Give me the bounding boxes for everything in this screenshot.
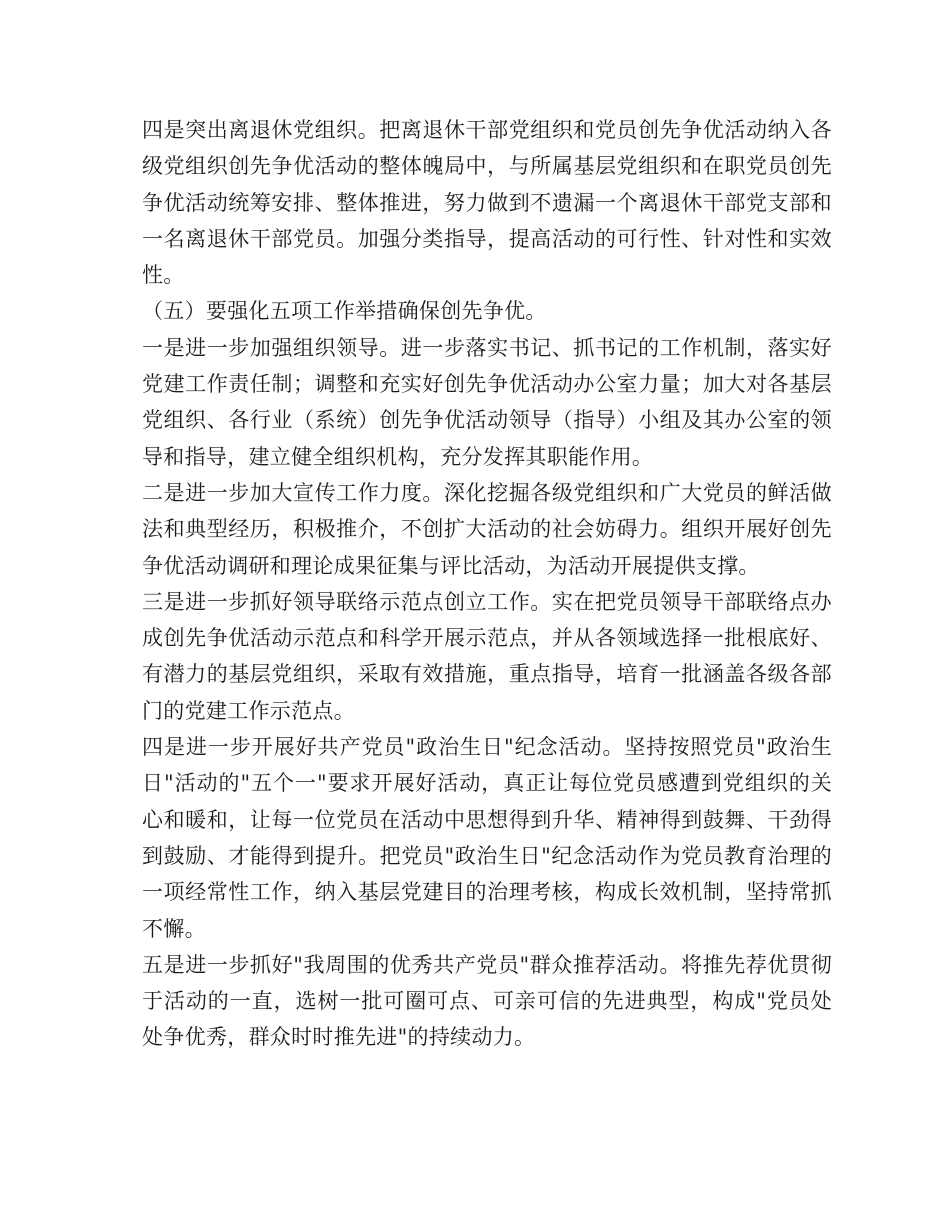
- paragraph-retired-party-organizations: 四是突出离退休党组织。把离退休干部党组织和党员创先争优活动纳入各级党组织创先争优活动的整体魄局中，与所属基层党组织和在职党员创先争优活动统筹安排、整体推进，努力做到不遗漏一个离退休干部党支部和一名离退休干部党员。加强分类指导，提高活动的可行性、针对性和实效性。: [142, 118, 832, 288]
- paragraph-demonstration-points: 三是进一步抓好领导联络示范点创立工作。实在把党员领导干部联络点办成创先争优活动示范点和科学开展示范点，并从各领域选择一批根底好、有潜力的基层党组织，采取有效措施，重点指导，培育一批涵盖各级各部门的党建工作示范点。: [142, 589, 832, 723]
- paragraph-publicity-work: 二是进一步加大宣传工作力度。深化挖掘各级党组织和广大党员的鲜活做法和典型经历，积极推介，不创扩大活动的社会妨碍力。组织开展好创先争优活动调研和理论成果征集与评比活动，为活动开展提供支撑。: [142, 480, 832, 578]
- paragraph-political-birthday: 四是进一步开展好共产党员"政治生日"纪念活动。坚持按照党员"政治生日"活动的"五个一"要求开展好活动，真正让每位党员感遭到党组织的关心和暖和，让每一位党员在活动中思想得到升华、精神得到鼓舞、干劲得到鼓励、才能得到提升。把党员"政治生日"纪念活动作为党员教育治理的一项经常性工作，纳入基层党建目的治理考核，构成长效机制，坚持常抓不懈。: [142, 735, 832, 941]
- paragraph-outstanding-members: 五是进一步抓好"我周围的优秀共产党员"群众推荐活动。将推先荐优贯彻于活动的一直，选树一批可圈可点、可亲可信的先进典型，构成"党员处处争优秀，群众时时推先进"的持续动力。: [142, 952, 832, 1050]
- section-heading-five-measures: （五）要强化五项工作举措确保创先争优。: [142, 299, 547, 324]
- paragraph-organizational-leadership: 一是进一步加强组织领导。进一步落实书记、抓书记的工作机制，落实好党建工作责任制；调整和充实好创先争优活动办公室力量；加大对各基层党组织、各行业（系统）创先争优活动领导（指导）小组及其办公室的领导和指导，建立健全组织机构，充分发挥其职能作用。: [142, 335, 832, 469]
- document-body: [142, 112, 832, 1056]
